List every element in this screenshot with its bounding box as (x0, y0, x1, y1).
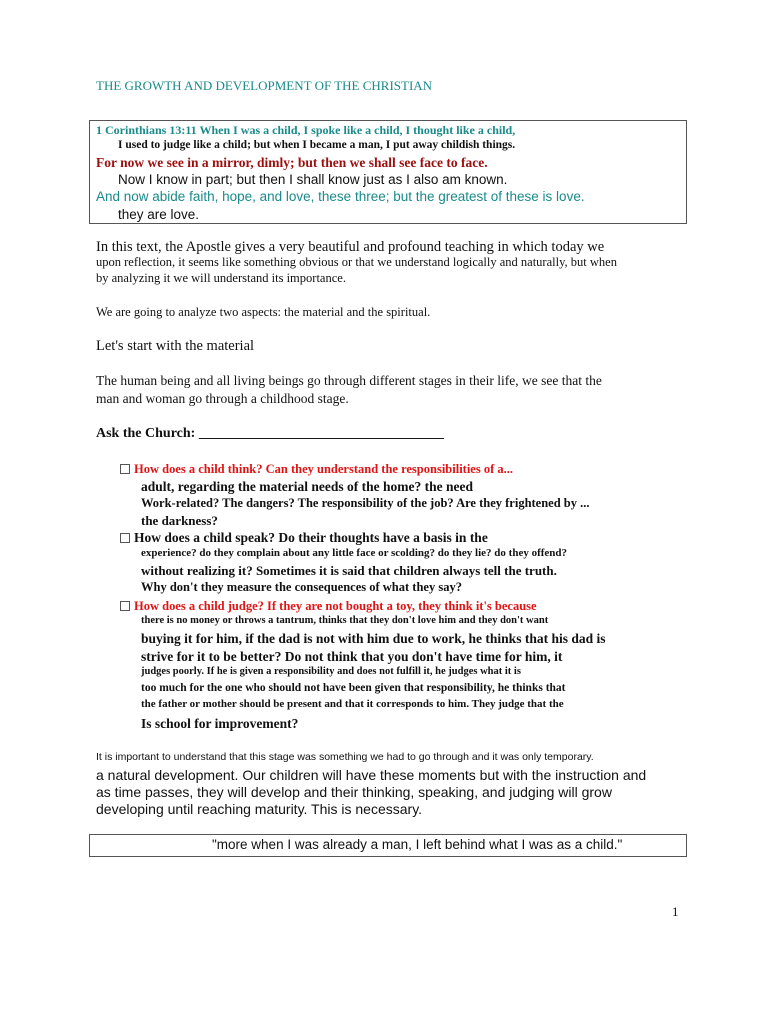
verse-line-3: For now we see in a mirror, dimly; but then we shall see face to face. (96, 155, 488, 170)
question-3-line-7: Is school for improvement? (141, 716, 299, 731)
question-2-line-3: Why don't they measure the consequences of what they say? (141, 580, 462, 594)
question-3-line-1: there is no money or throws a tantrum, thinks that they don't love him and they don't want (141, 615, 549, 626)
ask-church-line: Ask the Church: ___________________________________ (96, 426, 444, 441)
checkbox-bullet-icon (120, 601, 130, 611)
question-3-line-4: judges poorly. If he is given a responsibility and does not fulfill it, he judges what it is (141, 666, 521, 677)
question-3-text: How does a child judge? If they are not bought a toy, they think it's because (134, 599, 537, 613)
closing-line-2: as time passes, they will develop and their thinking, speaking, and judging will grow (96, 784, 612, 800)
stages-line-2: man and woman go through a childhood stage. (96, 391, 349, 406)
checkbox-bullet-icon (120, 464, 130, 474)
question-1-line-3: the darkness? (141, 513, 218, 528)
checkbox-bullet-icon (120, 533, 130, 543)
intro-line-2: upon reflection, it seems like something obvious or that we understand logically and naturally, but when (96, 255, 617, 269)
question-3-line-2: buying it for him, if the dad is not with him due to work, he thinks that his dad is (141, 631, 606, 646)
verse-line-1: 1 Corinthians 13:11 When I was a child, I spoke like a child, I thought like a child, (96, 123, 516, 137)
question-1-line-1: adult, regarding the material needs of the home? the need (141, 479, 473, 494)
question-3-line-5: too much for the one who should not have been given that responsibility, he thinks that (141, 682, 566, 694)
question-3-heading (120, 599, 537, 614)
quote-text: "more when I was already a man, I left behind what I was as a child." (212, 837, 623, 852)
question-1-text: How does a child think? Can they understand the responsibilities of a... (134, 462, 513, 476)
start-material-heading: Let's start with the material (96, 338, 255, 354)
verse-line-5: And now abide faith, hope, and love, these three; but the greatest of these is love. (96, 189, 585, 204)
question-2-text: How does a child speak? Do their thoughts have a basis in the (134, 530, 488, 545)
closing-line-3: developing until reaching maturity. This is necessary. (96, 801, 423, 817)
intro-line-3: by analyzing it we will understand its importance. (96, 271, 346, 285)
verse-line-4: Now I know in part; but then I shall know just as I also am known. (118, 172, 508, 187)
closing-small-line: It is important to understand that this stage was something we had to go through and it was only temporary. (96, 751, 594, 763)
aspects-line: We are going to analyze two aspects: the material and the spiritual. (96, 305, 431, 319)
question-3-line-3: strive for it to be better? Do not think that you don't have time for him, it (141, 649, 563, 664)
stages-line-1: The human being and all living beings go through different stages in their life, we see that the (96, 373, 602, 388)
verse-line-2: I used to judge like a child; but when I became a man, I put away childish things. (118, 139, 516, 151)
page-number: 1 (672, 904, 679, 919)
question-2-line-2: without realizing it? Sometimes it is said that children always tell the truth. (141, 563, 557, 578)
intro-line-1: In this text, the Apostle gives a very beautiful and profound teaching in which today we (96, 239, 605, 255)
verse-line-6: they are love. (118, 207, 200, 222)
question-1-heading (120, 462, 513, 477)
page-title: THE GROWTH AND DEVELOPMENT OF THE CHRISTIAN (96, 78, 433, 93)
closing-line-1: a natural development. Our children will have these moments but with the instruction and (96, 767, 647, 783)
question-2-line-1: experience? do they complain about any little face or scolding? do they lie? do they offend? (141, 547, 568, 559)
question-2-heading (120, 530, 488, 546)
question-3-line-6: the father or mother should be present and that it corresponds to him. They judge that the (141, 698, 564, 710)
question-1-line-2: Work-related? The dangers? The responsibility of the job? Are they frightened by ... (141, 496, 590, 510)
